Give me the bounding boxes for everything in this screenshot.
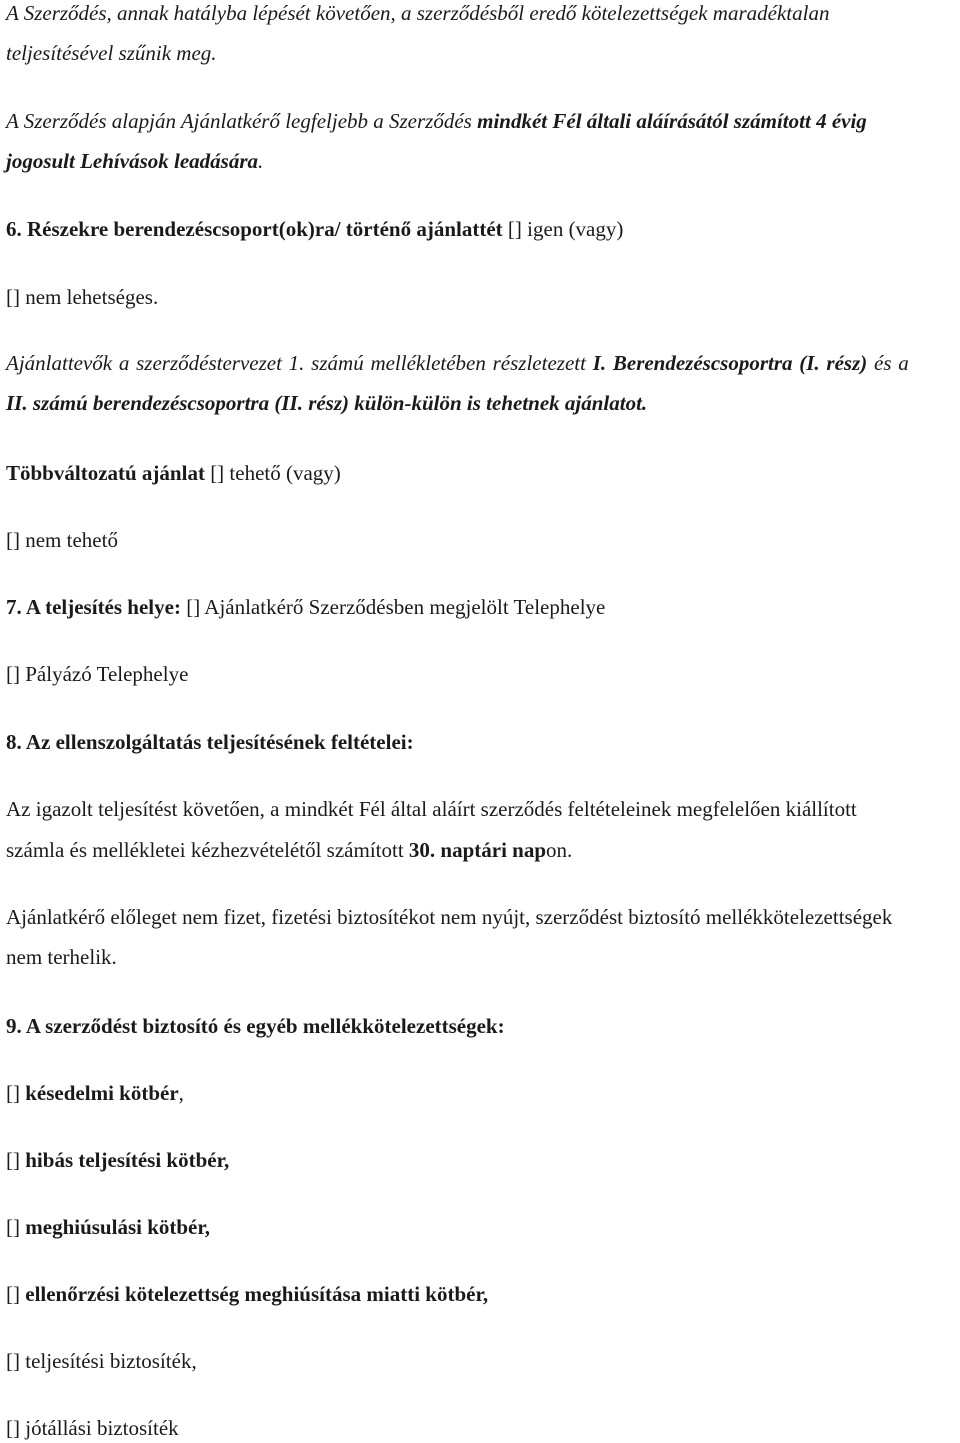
obligation-item-performance-guarantee: [] teljesítési biztosíték, [6,1349,197,1373]
variant-offer-heading: Többváltozatú ajánlat [] tehető (vagy) [6,461,341,485]
advance-payment-line-1: Ajánlatkérő előleget nem fizet, fizetési biztosítékot nem nyújt, szerződést biztosító mellékkötelezettségek [6,905,893,929]
section-6-heading: 6. Részekre berendezéscsoport(ok)ra/ történő ajánlattét [] igen (vagy) [6,217,624,241]
payment-terms-line-1: Az igazolt teljesítést követően, a mindkét Fél által aláírt szerződés feltételeinek megfelelően kiállított [6,797,857,821]
option-ajanlatkero-telephely: [] Ajánlatkérő Szerződésben megjelölt Telephelye [180,595,606,619]
section-8-heading: 8. Az ellenszolgáltatás teljesítésének feltételei: [6,730,414,754]
advance-payment-line-2: nem terhelik. [6,945,117,969]
obligation-item-warranty-guarantee: [] jótállási biztosíték [6,1416,179,1440]
obligation-item-inspection-penalty: [] ellenőrzési kötelezettség meghiúsítása miatti kötbér, [6,1282,489,1306]
obligation-item-defective-penalty: [] hibás teljesítési kötbér, [6,1148,230,1172]
section-7-heading: 7. A teljesítés helye: [] Ajánlatkérő Szerződésben megjelölt Telephelye [6,595,606,619]
obligation-item-late-penalty: [] késedelmi kötbér, [6,1081,184,1105]
option-nem-teheto: [] nem tehető [6,528,118,552]
option-palyazo-telephely: [] Pályázó Telephelye [6,662,189,686]
contract-termination-line-2: teljesítésével szűnik meg. [6,41,217,65]
contract-termination-line-1: A Szerződés, annak hatályba lépését követően, a szerződésből eredő kötelezettségek maradéktalan [6,1,830,25]
option-teheto: [] tehető (vagy) [204,461,341,485]
obligation-item-frustration-penalty: [] meghiúsulási kötbér, [6,1215,211,1239]
call-off-period-line-1: A Szerződés alapján Ajánlatkérő legfeljebb a Szerződés mindkét Fél általi aláírásától számított 4 évig [6,109,867,133]
section-6-note-line-1: Ajánlattevők a szerződéstervezet 1. számú mellékletében részletezett I. Berendezéscsoportra (I. rész) és a [6,351,909,375]
payment-terms-line-2: számla és mellékletei kézhezvételétől számított 30. naptári napon. [6,838,573,862]
option-igen: [] igen (vagy) [502,217,624,241]
section-6-note-line-2: II. számú berendezéscsoportra (II. rész) külön-külön is tehetnek ajánlatot. [6,391,648,415]
call-off-period-line-2: jogosult Lehívások leadására. [6,149,264,173]
option-nem-lehetseges: [] nem lehetséges. [6,285,159,309]
section-9-heading: 9. A szerződést biztosító és egyéb mellékkötelezettségek: [6,1014,505,1038]
